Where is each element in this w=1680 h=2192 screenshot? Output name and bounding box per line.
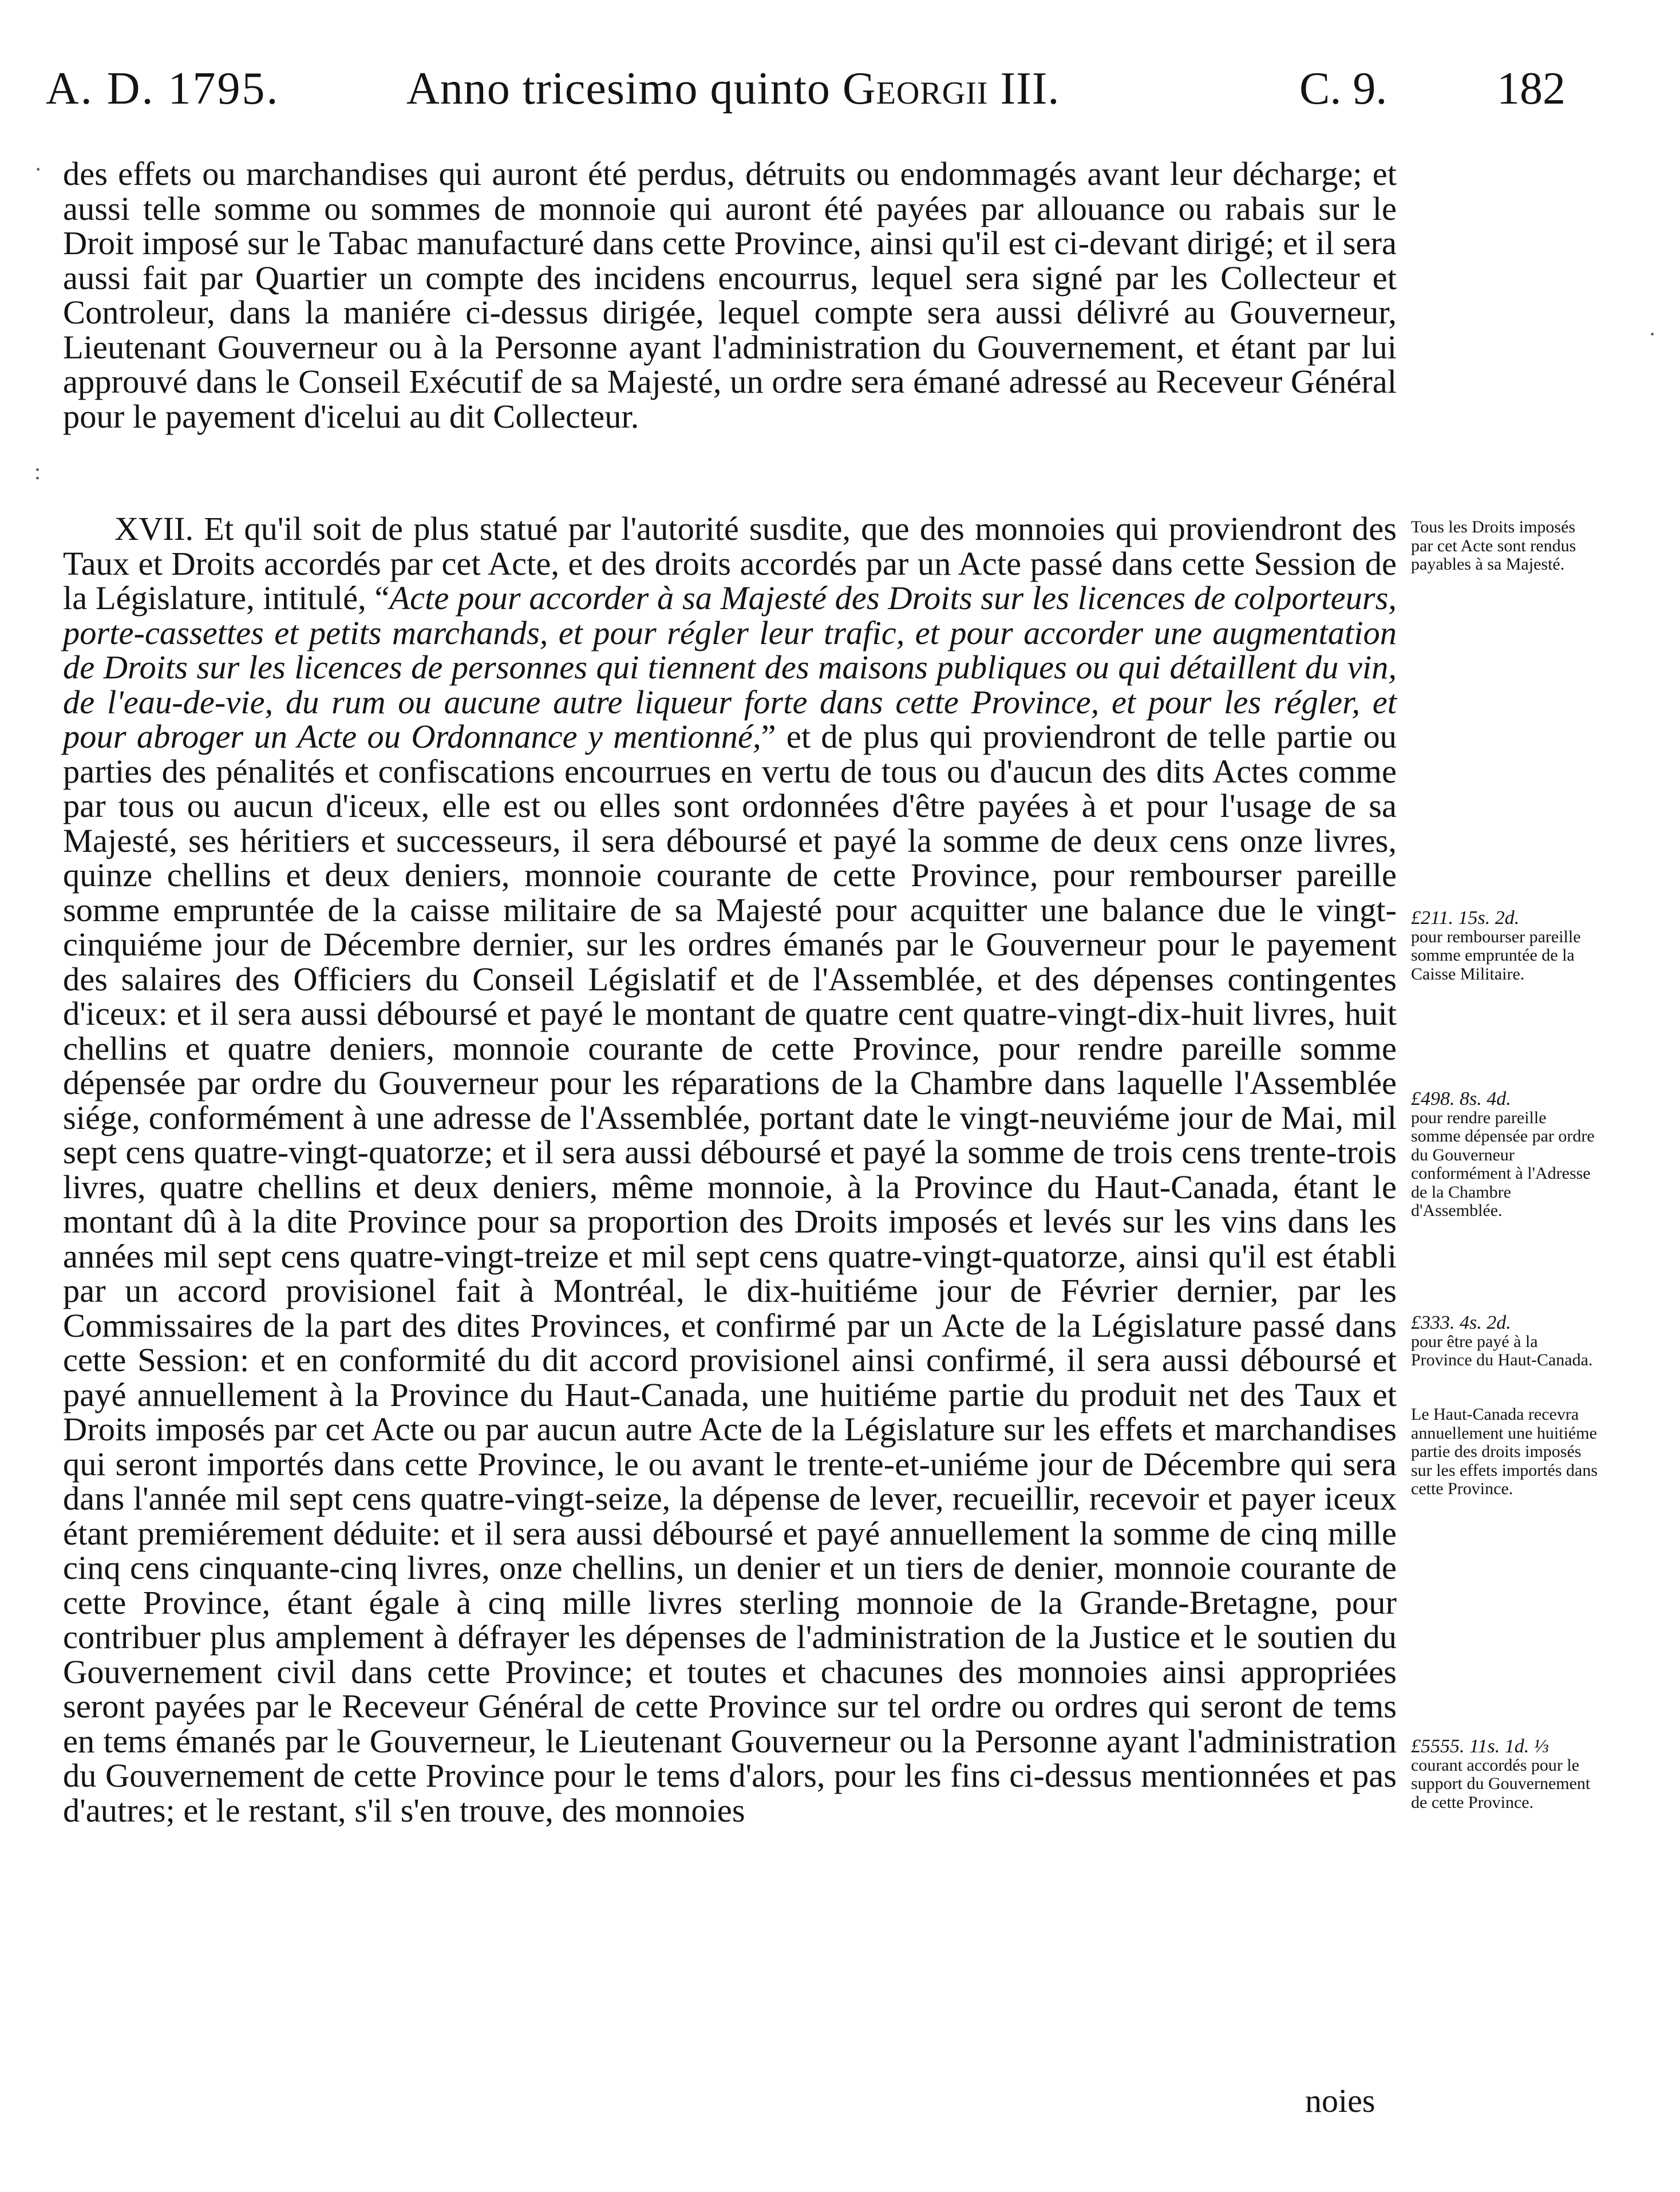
margin-note-text: pour rendre pareille somme dépensée par ordre du Gouverneur conformément à l'Adresse de la Chambre d'Assemblée. (1411, 1108, 1595, 1220)
section-xvii (63, 512, 1397, 1828)
running-head (40, 54, 1620, 123)
margin-note-text: pour être payé à la Province du Haut-Canada. (1411, 1332, 1593, 1369)
margin-note-caisse-militaire (1411, 909, 1600, 984)
margin-note-amount: £211. 15s. 2d. (1411, 907, 1520, 929)
running-head-year: A. D. 1795. (46, 64, 280, 114)
margin-note-text: pour rembourser pareille somme empruntée de la Caisse Militaire. (1411, 927, 1581, 984)
section-xvii-rest: ” et de plus qui proviendront de telle partie ou parties des pénalités et confiscations encourrues en vertu de tous ou d'aucun des dits Actes comme par tous ou aucun d'iceux, elle est ou elles sont ordonnées d'être payées à et pour l'usage de sa Majesté, ses héritiers et successeurs, il sera déboursé et payé la somme de deux cens onze livres, quinze chellins et deux deniers, monnoie courante de cette Province, pour rembourser pareille somme empruntée de la caisse militaire de sa Majesté pour acquitter une balance due le vingt-cinquiéme jour de Décembre dernier, sur les ordres émanés par le Gouverneur pour le payement des salaires des Officiers du Conseil Législatif et de l'Assemblée, et des dépenses contingentes d'iceux: et il sera aussi déboursé et payé le montant de quatre cent quatre-vingt-dix-huit livres, huit chellins et quatre deniers, monnoie courante de cette Province, pour rendre pareille somme dépensée par ordre du Gouverneur pour les réparations de la Chambre dans laquelle l'Assemblée siége, conformément à une adresse de l'Assemblée, portant date le vingt-neuviéme jour de Mai, mil sept cens quatre-vingt-quatorze; et il sera aussi déboursé et payé la somme de trois cens trente-trois livres, quatre chellins et deux deniers, même monnoie, à la Province du Haut-Canada, étant le montant dû à la dite Province pour sa proportion des Droits imposés et levés sur les vins dans les années mil sept cens quatre-vingt-treize et mil sept cens quatre-vingt-quatorze, ainsi qu'il est établi par un accord provisionel fait à Montréal, le dix-huitiéme jour de Février dernier, par les Commissaires de la part des dites Provinces, et confirmé par un Acte de la Législature passé dans cette Session: et en conformité du dit accord provisionel ainsi confirmé, il sera aussi déboursé et payé annuellement à la Province du Haut-Canada, une huitiéme partie du produit net des Taux et Droits imposés par cet Acte ou par aucun autre Acte de la Législature sur les effets et marchandises qui seront importés dans cette Province, le ou avant le trente-et-uniéme jour de Décembre qui sera dans l'année mil sept cens quatre-vingt-seize, la dépense de lever, recueillir, recevoir et payer iceux étant premiérement déduite: et il sera aussi déboursé et payé annuellement la somme de cinq mille cinq cens cinquante-cinq livres, onze chellins, un denier et un tiers de denier, monnoie courante de cette Province, étant égale à cinq mille livres sterling monnoie de la Grande-Bretagne, pour contribuer plus amplement à défrayer les dépenses de l'administration de la Justice et le soutien du Gouvernement civil dans cette Province; et toutes et chacunes des monnoies ainsi appropriées seront payées par le Receveur Général de cette Province sur tel ordre ou ordres qui seront de tems en tems émanés par le Gouverneur, le Lieutenant Gouverneur ou la Personne ayant l'administration du Gouvernement de cette Province pour le tems d'alors, pour les fins ci-dessus mentionnées et pas d'autres; et le restant, s'il s'en trouve, des monnoies (63, 718, 1397, 1829)
ink-speck: : (34, 459, 41, 484)
running-head-title-suffix: III. (988, 64, 1060, 114)
paragraph-continuation (63, 157, 1397, 434)
running-head-title (406, 54, 1060, 123)
margin-note-support-gouvernement (1411, 1737, 1600, 1812)
running-head-title-name: Georgii (842, 64, 989, 114)
margin-note-reparations (1411, 1090, 1600, 1221)
margin-note-amount: £333. 4s. 2d. (1411, 1312, 1511, 1333)
margin-note-text: courant accordés pour le support du Gouvernement de cette Province. (1411, 1755, 1591, 1812)
ink-speck: · (1649, 321, 1657, 347)
margin-note-droits-payables (1411, 518, 1600, 574)
cited-act-title: Acte pour accorder à sa Majesté des Droits sur les licences de colporteurs, porte-cassettes et petits marchands, et pour régler leur trafic, et pour accorder une augmentation de Droits sur les licences de personnes qui tiennent des maisons publiques ou qui détaillent du vin, de l'eau-de-vie, du rum ou aucune autre liqueur forte dans cette Province, et pour les régler, et pour abroger un Acte ou Ordonnance y mentionné, (63, 579, 1397, 755)
margin-note-text: Tous les Droits imposés par cet Acte sont rendus payables à sa Majesté. (1411, 518, 1576, 574)
section-xvii-lead: XVII. Et qu'il soit de plus statué par l'autorité susdite, que des monnoies qui proviendront des Taux et Droits accordés par cet Acte, et des droits accordés par un Acte passé dans cette Session de la Législature, intitulé, “ (63, 510, 1397, 617)
margin-note-amount: £5555. 11s. 1d. ⅓ (1411, 1736, 1549, 1757)
ink-speck: · (34, 156, 42, 182)
running-head-page-number: 182 (1497, 64, 1566, 114)
margin-note-haut-canada-payment (1411, 1314, 1600, 1370)
margin-note-amount: £498. 8s. 4d. (1411, 1088, 1511, 1109)
running-head-title-prefix: Anno tricesimo quinto (406, 64, 843, 114)
catchword: noies (1305, 2082, 1375, 2119)
margin-note-text: Le Haut-Canada recevra annuellement une huitiéme partie des droits imposés sur les effets importés dans cette Province. (1411, 1405, 1598, 1498)
running-head-chapter: C. 9. (1299, 64, 1388, 114)
paragraph-1-text: des effets ou marchandises qui auront été perdus, détruits ou endommagés avant leur décharge; et aussi telle somme ou sommes de monnoie qui auront été payées par allouance ou rabais sur le Droit imposé sur le Tabac manufacturé dans cette Province, ainsi qu'il est ci-devant dirigé; et il sera aussi fait par Quartier un compte des incidens encourrus, lequel sera signé par les Collecteur et Controleur, dans la maniére ci-dessus dirigée, lequel compte sera aussi délivré au Gouverneur, Lieutenant Gouverneur ou à la Personne ayant l'administration du Gouvernement, et étant par lui approuvé dans le Conseil Exécutif de sa Majesté, un ordre sera émané adressé au Receveur Général pour le payement d'icelui au dit Collecteur. (63, 155, 1397, 435)
margin-note-haut-canada-share (1411, 1405, 1600, 1499)
paragraph-2 (63, 512, 1397, 1828)
